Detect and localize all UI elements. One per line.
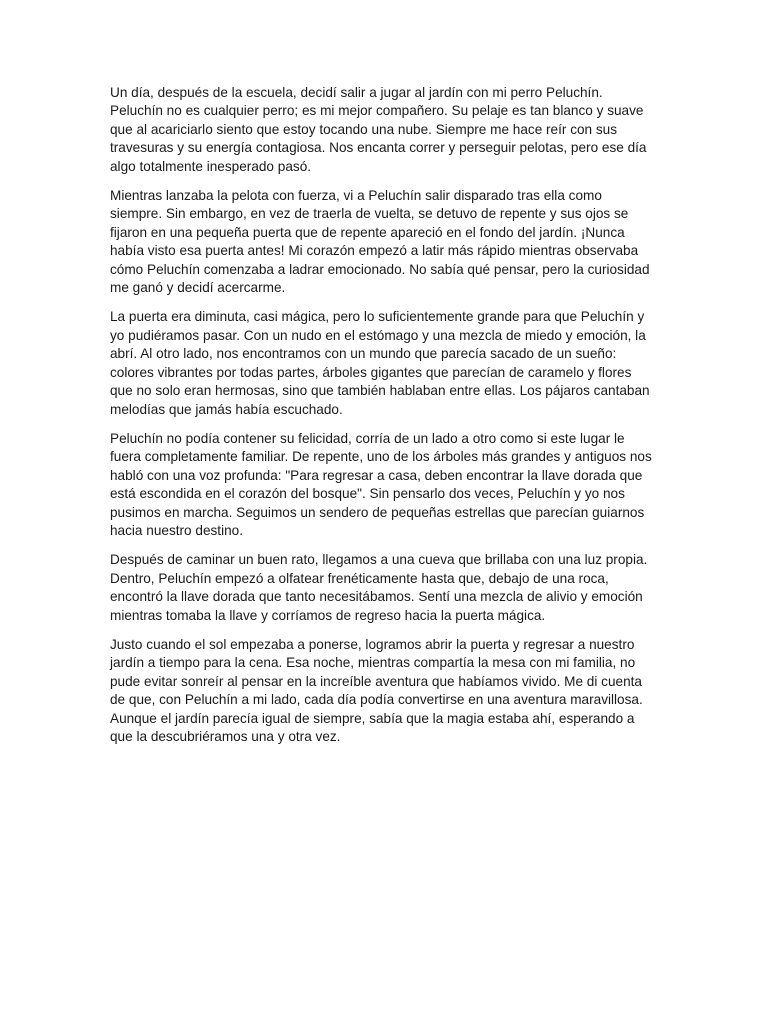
paragraph-3: La puerta era diminuta, casi mágica, pero lo suficientemente grande para que Peluchín y yo pudiéramos pasar. Con un nudo en el estómago y una mezcla de miedo y emoción, la abrí. Al otro lado, nos encontramos con un mundo que parecía sacado de un sueño: colores vibrantes por todas partes, árboles gigantes que parecían de caramelo y flores que no solo eran hermosas, sino que también hablaban entre ellas. Los pájaros cantaban melodías que jamás había escuchado. <box>110 309 650 417</box>
paragraph-2: Mientras lanzaba la pelota con fuerza, vi a Peluchín salir disparado tras ella como siempre. Sin embargo, en vez de traerla de vuelta, se detuvo de repente y sus ojos se fijaron en una pequeña puerta que de repente apareció en el fondo del jardín. ¡Nunca había visto esa puerta antes! Mi corazón empezó a latir más rápido mientras observaba cómo Peluchín comenzaba a ladrar emocionado. No sabía qué pensar, pero la curiosidad me ganó y decidí acercarme. <box>110 188 650 296</box>
paragraph-4: Peluchín no podía contener su felicidad, corría de un lado a otro como si este lugar le fuera completamente familiar. De repente, uno de los árboles más grandes y antiguos nos habló con una voz profunda: "Para regresar a casa, deben encontrar la llave dorada que está escondida en el corazón del bosque". Sin pensarlo dos veces, Peluchín y yo nos pusimos en marcha. Seguimos un sendero de pequeñas estrellas que parecían guiarnos hacia nuestro destino. <box>110 430 652 538</box>
document-body <box>110 84 656 757</box>
paragraph-5: Después de caminar un buen rato, llegamos a una cueva que brillaba con una luz propia. Dentro, Peluchín empezó a olfatear frenéticamente hasta que, debajo de una roca, encontró la llave dorada que tanto necesitábamos. Sentí una mezcla de alivio y emoción mientras tomaba la llave y corríamos de regreso hacia la puerta mágica. <box>110 552 648 623</box>
paragraph-1: Un día, después de la escuela, decidí salir a jugar al jardín con mi perro Peluchín. Peluchín no es cualquier perro; es mi mejor compañero. Su pelaje es tan blanco y suave que al acariciarlo siento que estoy tocando una nube. Siempre me hace reír con sus travesuras y su energía contagiosa. Nos encanta correr y perseguir pelotas, pero ese día algo totalmente inesperado pasó. <box>110 85 647 174</box>
paragraph-6: Justo cuando el sol empezaba a ponerse, logramos abrir la puerta y regresar a nuestro jardín a tiempo para la cena. Esa noche, mientras compartía la mesa con mi familia, no pude evitar sonreír al pensar en la increíble aventura que habíamos vivido. Me di cuenta de que, con Peluchín a mi lado, cada día podía convertirse en una aventura maravillosa. Aunque el jardín parecía igual de siempre, sabía que la magia estaba ahí, esperando a que la descubriéramos una y otra vez. <box>110 636 643 744</box>
